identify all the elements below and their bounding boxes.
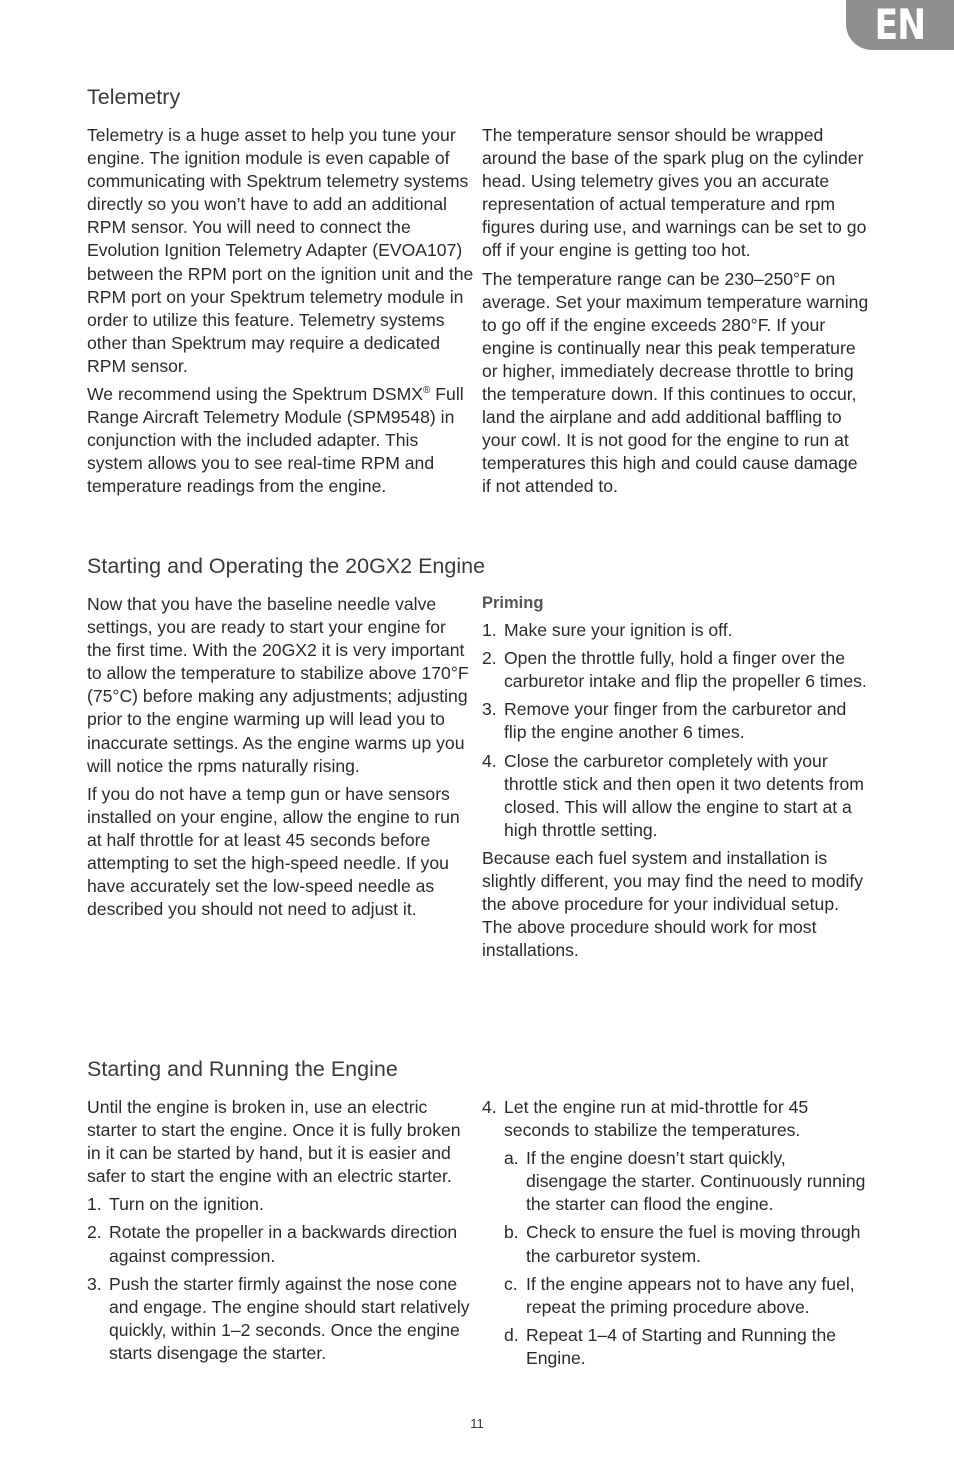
language-tab: EN xyxy=(846,0,954,50)
list-item: a. If the engine doesn’t start quickly, disengage the starter. Continuously running the starter can flood the engine. xyxy=(504,1148,866,1215)
running-steps-list xyxy=(87,1193,475,1365)
list-item: 1. Make sure your ignition is off. xyxy=(482,620,733,641)
running-substeps-list xyxy=(504,1147,870,1370)
list-item: b. Check to ensure the fuel is moving through the carburetor system. xyxy=(504,1222,861,1266)
paragraph: If you do not have a temp gun or have sensors installed on your engine, allow the engine to run at half throttle for at least 45 seconds before attempting to set the high-speed needle. If you have accurately set the low-speed needle as described you should not need to adjust it. xyxy=(87,783,460,920)
priming-steps-list xyxy=(482,619,870,842)
list-item: 1. Turn on the ignition. xyxy=(87,1194,264,1215)
list-item: 2. Rotate the propeller in a backwards direction against compression. xyxy=(87,1222,458,1266)
telemetry-left-column xyxy=(87,124,475,504)
running-left-column xyxy=(87,1096,475,1370)
paragraph: Until the engine is broken in, use an electric starter to start the engine. Once it is fully broken in it can be started by hand, but it is easier and safer to start the engine with an electric starter. xyxy=(87,1097,461,1187)
list-item: 2. Open the throttle fully, hold a finger over the carburetor intake and flip the propeller 6 times. xyxy=(482,648,867,692)
running-step4-list xyxy=(482,1096,870,1142)
operating-right-column xyxy=(482,592,870,967)
paragraph: We recommend using the Spektrum DSMX® Full Range Aircraft Telemetry Module (SPM9548) in conjunction with the included adapter. This system allows you to see real-time RPM and temperature readings from the engine. xyxy=(87,384,464,497)
paragraph: The temperature sensor should be wrapped around the base of the spark plug on the cylinder head. Using telemetry gives you an accurate representation of actual temperature and rpm figures during use, and warnings can be set to go off if your engine is getting too hot. xyxy=(482,125,867,261)
list-item: c. If the engine appears not to have any fuel, repeat the priming procedure above. xyxy=(504,1273,855,1317)
page-number: 11 xyxy=(470,1416,484,1431)
list-item: d. Repeat 1–4 of Starting and Running the Engine. xyxy=(504,1324,837,1368)
list-item: 3. Remove your finger from the carburetor and flip the engine another 6 times. xyxy=(482,699,847,743)
priming-subheading: Priming xyxy=(482,594,544,612)
paragraph: Telemetry is a huge asset to help you tune your engine. The ignition module is even capable of communicating with Spektrum telemetry systems directly so you won’t have to add an additional RPM sensor. You will need to connect the Evolution Ignition Telemetry Adapter (EVOA107) between the RPM port on the ignition unit and the RPM port on your Spektrum telemetry module in order to utilize this feature. Telemetry systems other than Spektrum may require a dedicated RPM sensor. xyxy=(87,125,474,376)
paragraph: The temperature range can be 230–250°F on average. Set your maximum temperature warning to go off if the engine exceeds 280°F. If your engine is continually near this peak temperature or higher, immediately decrease throttle to bring the temperature down. If this continues to occur, land the airplane and add additional baffling to your cowl. It is not good for the engine to run at temperatures this high and could cause damage if not attended to. xyxy=(482,268,869,497)
section-heading-running: Starting and Running the Engine xyxy=(87,1057,398,1081)
list-item: 4. Let the engine run at mid-throttle for 45 seconds to stabilize the temperatures. xyxy=(482,1097,809,1141)
paragraph: Because each fuel system and installation is slightly different, you may find the need to modify the above procedure for your individual setup. The above procedure should work for most installations. xyxy=(482,847,864,961)
running-right-column xyxy=(482,1096,870,1375)
list-item: 4. Close the carburetor completely with your throttle stick and then open it two detents from closed. This will allow the engine to start at a high throttle setting. xyxy=(482,750,864,840)
list-item: 3. Push the starter firmly against the nose cone and engage. The engine should start relatively quickly, within 1–2 seconds. Once the engine starts disengage the starter. xyxy=(87,1273,470,1363)
section-heading-operating: Starting and Operating the 20GX2 Engine xyxy=(87,554,486,578)
paragraph: Now that you have the baseline needle valve settings, you are ready to start your engine for the first time. With the 20GX2 it is very important to allow the temperature to stabilize above 170°F (75°C) before making any adjustments; adjusting prior to the engine warming up will lead you to inaccurate settings. As the engine warms up you will notice the rpms naturally rising. xyxy=(87,594,469,776)
section-heading-telemetry: Telemetry xyxy=(87,85,181,109)
telemetry-right-column xyxy=(482,124,870,504)
operating-left-column xyxy=(87,593,475,926)
